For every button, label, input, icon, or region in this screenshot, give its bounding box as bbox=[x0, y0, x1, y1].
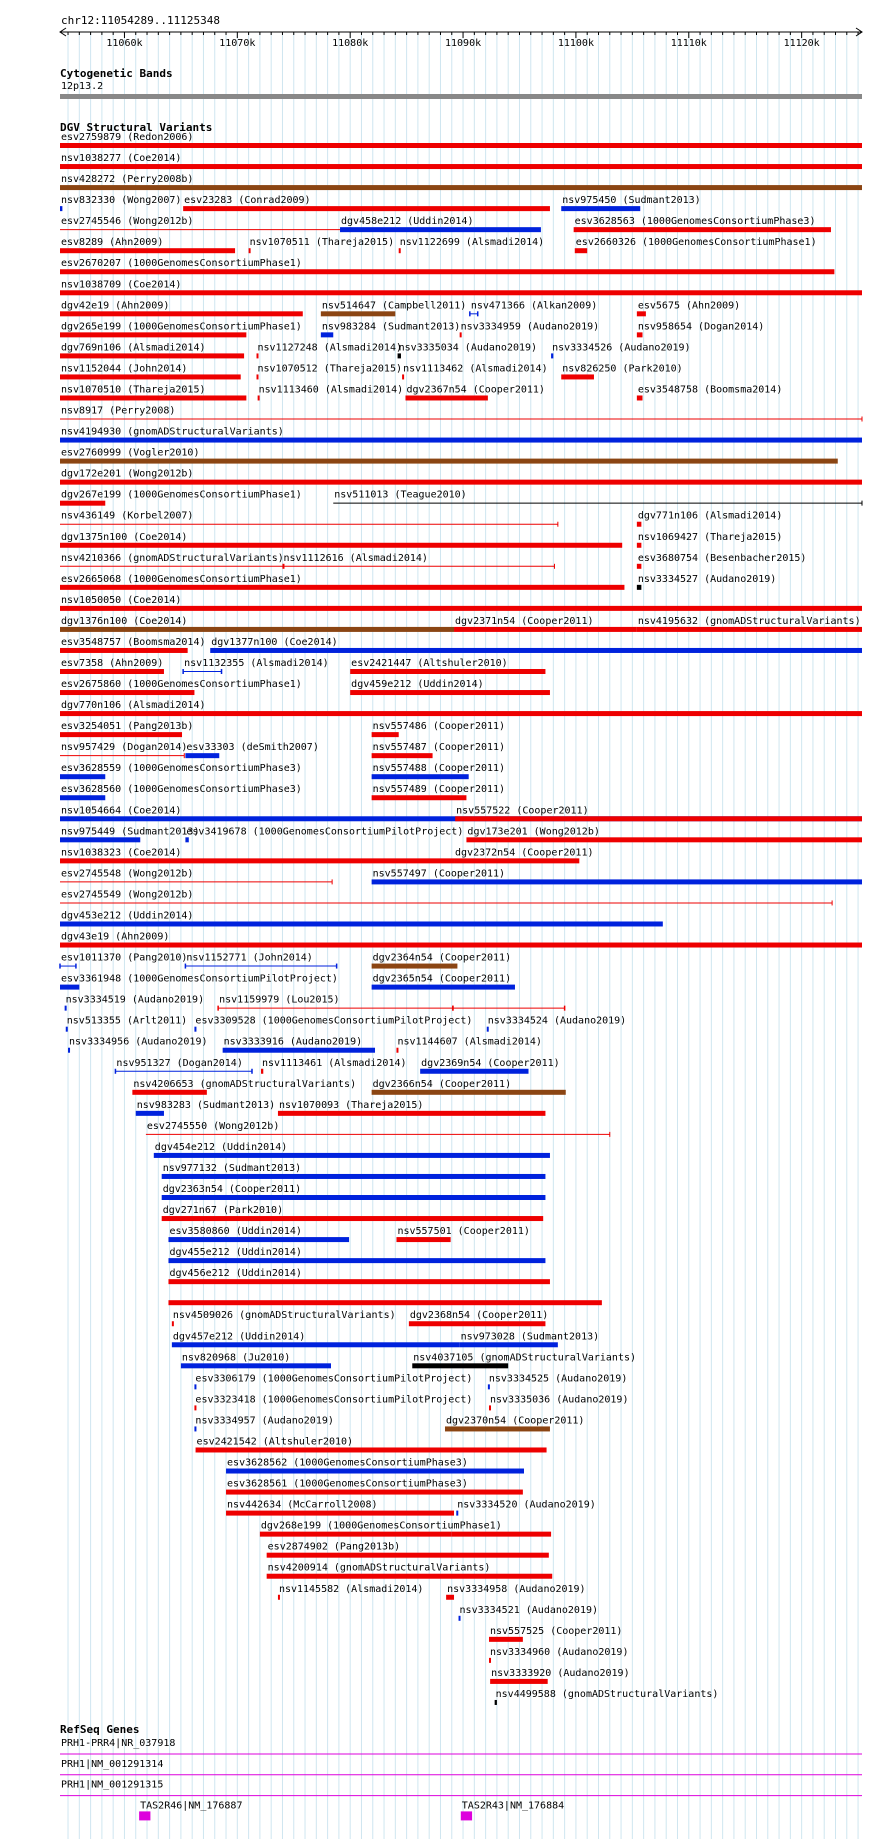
dgv-feature-label: nsv511013 (Teague2010) bbox=[334, 489, 467, 501]
dgv-feature-label: nsv973028 (Sudmant2013) bbox=[460, 1331, 600, 1343]
dgv-feature-bar[interactable] bbox=[194, 1027, 196, 1032]
dgv-feature-bar[interactable] bbox=[267, 1574, 553, 1579]
dgv-feature-label: nsv1069427 (Thareja2015) bbox=[637, 531, 783, 543]
dgv-feature-bar[interactable] bbox=[372, 753, 433, 758]
dgv-feature-bar[interactable] bbox=[396, 1237, 450, 1242]
dgv-feature-bar[interactable] bbox=[488, 1384, 490, 1389]
dgv-feature-bar[interactable] bbox=[60, 543, 622, 548]
dgv-feature-bar[interactable] bbox=[226, 1469, 524, 1474]
dgv-feature-label: nsv1132355 (Alsmadi2014) bbox=[184, 658, 329, 669]
dgv-feature-bar[interactable] bbox=[60, 438, 862, 443]
dgv-feature-label: dgv2367n54 (Cooper2011) bbox=[406, 384, 545, 396]
dgv-feature-label: nsv557489 (Cooper2011) bbox=[372, 784, 506, 796]
dgv-feature-bar[interactable] bbox=[183, 206, 550, 211]
dgv-feature-bar[interactable] bbox=[136, 1111, 164, 1116]
dgv-feature-bar[interactable] bbox=[60, 501, 105, 506]
dgv-feature-bar[interactable] bbox=[60, 732, 182, 737]
refseq-features[interactable] bbox=[60, 1738, 862, 1820]
dgv-feature-bar[interactable] bbox=[168, 1300, 601, 1305]
dgv-feature-bar[interactable] bbox=[226, 1511, 454, 1516]
dgv-feature-label: esv23283 (Conrad2009) bbox=[184, 195, 311, 207]
dgv-feature-bar[interactable] bbox=[466, 837, 862, 842]
dgv-feature-label: nsv1159979 (Lou2015) bbox=[219, 994, 340, 1006]
dgv-feature-bar[interactable] bbox=[172, 1321, 174, 1326]
dgv-feature-bar[interactable] bbox=[60, 985, 79, 990]
dgv-feature-bar[interactable] bbox=[196, 1447, 547, 1452]
dgv-feature-label: nsv3334524 (Audano2019) bbox=[487, 1015, 627, 1027]
dgv-feature-label: nsv436149 (Korbel2007) bbox=[61, 510, 194, 522]
dgv-feature-bar[interactable] bbox=[60, 837, 140, 842]
ruler-tick-label: 11100k bbox=[557, 38, 594, 49]
dgv-feature-bar[interactable] bbox=[194, 1405, 196, 1410]
dgv-feature-bar[interactable] bbox=[372, 985, 515, 990]
dgv-feature-label: nsv4210366 (gnomADStructuralVariants) bbox=[61, 552, 284, 564]
dgv-feature-label: dgv2366n54 (Cooper2011) bbox=[372, 1078, 512, 1090]
dgv-feature-label: nsv1152044 (John2014) bbox=[61, 363, 188, 375]
dgv-feature-label: nsv4195632 (gnomADStructuralVariants) bbox=[637, 615, 861, 627]
cytoband-bar[interactable] bbox=[60, 94, 862, 99]
dgv-feature-label: esv3323418 (1000GenomesConsortiumPilotProject) bbox=[195, 1394, 473, 1406]
dgv-feature-label: dgv2372n54 (Cooper2011) bbox=[455, 847, 594, 859]
dgv-feature-bar[interactable] bbox=[226, 1490, 523, 1495]
dgv-feature-bar[interactable] bbox=[455, 816, 862, 821]
dgv-feature-bar[interactable] bbox=[60, 690, 194, 695]
dgv-feature-bar[interactable] bbox=[350, 690, 550, 695]
dgv-feature-label: nsv3334521 (Audano2019) bbox=[459, 1604, 599, 1616]
dgv-feature-label: dgv458e212 (Uddin2014) bbox=[341, 216, 474, 228]
dgv-feature-bar[interactable] bbox=[194, 1426, 196, 1431]
dgv-feature-bar[interactable] bbox=[637, 543, 642, 548]
dgv-feature-label: nsv1070510 (Thareja2015) bbox=[61, 384, 206, 396]
dgv-feature-bar[interactable] bbox=[60, 374, 241, 379]
dgv-feature-bar[interactable] bbox=[460, 332, 462, 337]
dgv-feature-label: nsv514647 (Campbell2011) bbox=[321, 300, 467, 312]
dgv-feature-label: nsv1113461 (Alsmadi2014) bbox=[262, 1057, 407, 1069]
ruler-tick-label: 11110k bbox=[670, 38, 707, 49]
dgv-feature-label: nsv3335036 (Audano2019) bbox=[490, 1394, 629, 1406]
dgv-feature-bar[interactable] bbox=[257, 374, 259, 379]
dgv-feature-bar[interactable] bbox=[637, 627, 862, 632]
dgv-feature-label: nsv3334957 (Audano2019) bbox=[195, 1415, 334, 1427]
dgv-feature-label: dgv1377n100 (Coe2014) bbox=[211, 636, 338, 648]
dgv-feature-bar[interactable] bbox=[495, 1700, 497, 1705]
dgv-feature-bar[interactable] bbox=[132, 1090, 206, 1095]
dgv-feature-bar[interactable] bbox=[60, 395, 246, 400]
dgv-feature-label: nsv4206653 (gnomADStructuralVariants) bbox=[133, 1078, 357, 1090]
dgv-feature-label: nsv1152771 (John2014) bbox=[186, 952, 313, 964]
dgv-feature-bar[interactable] bbox=[172, 1342, 460, 1347]
dgv-feature-bar[interactable] bbox=[372, 774, 469, 779]
dgv-feature-label: esv3254051 (Pang2013b) bbox=[61, 721, 194, 733]
dgv-feature-label: dgv771n106 (Alsmadi2014) bbox=[637, 510, 783, 522]
dgv-feature-label: nsv513355 (Arlt2011) bbox=[66, 1015, 188, 1027]
dgv-feature-bar[interactable] bbox=[372, 795, 467, 800]
dgv-feature-bar[interactable] bbox=[154, 1153, 550, 1158]
dgv-feature-label: nsv958654 (Dogan2014) bbox=[637, 321, 765, 333]
dgv-feature-bar[interactable] bbox=[396, 1048, 398, 1053]
dgv-feature-label: nsv428272 (Perry2008b) bbox=[61, 174, 194, 186]
dgv-feature-bar[interactable] bbox=[372, 732, 399, 737]
dgv-feature-bar[interactable] bbox=[398, 353, 401, 358]
dgv-feature-label: nsv557488 (Cooper2011) bbox=[372, 763, 506, 775]
dgv-feature-label: nsv4200914 (gnomADStructuralVariants) bbox=[267, 1562, 491, 1574]
dgv-feature-label: nsv3334520 (Audano2019) bbox=[457, 1499, 596, 1511]
dgv-feature-label: nsv3334959 (Audano2019) bbox=[460, 321, 600, 333]
dgv-feature-label: esv8289 (Ahn2009) bbox=[61, 237, 164, 249]
dgv-feature-label: nsv1127248 (Alsmadi2014) bbox=[257, 342, 403, 354]
dgv-feature-label: nsv826250 (Park2010) bbox=[562, 363, 683, 375]
dgv-feature-bar[interactable] bbox=[489, 1637, 523, 1642]
dgv-feature-bar[interactable] bbox=[490, 1679, 548, 1684]
dgv-feature-label: esv3419678 (1000GenomesConsortiumPilotProject) bbox=[186, 826, 464, 838]
ruler-tick-label: 11080k bbox=[332, 38, 369, 49]
dgv-feature-label: dgv2368n54 (Cooper2011) bbox=[409, 1310, 549, 1322]
dgv-feature-label: nsv832330 (Wong2007) bbox=[61, 195, 182, 207]
dgv-feature-bar[interactable] bbox=[372, 879, 862, 884]
dgv-feature-bar[interactable] bbox=[637, 564, 642, 569]
dgv-feature-label: nsv977132 (Sudmant2013) bbox=[162, 1162, 302, 1174]
dgv-feature-bar[interactable] bbox=[60, 164, 862, 169]
dgv-feature-label: esv7358 (Ahn2009) bbox=[61, 658, 164, 669]
dgv-feature-bar[interactable] bbox=[459, 1616, 461, 1621]
dgv-feature-label: nsv1050050 (Coe2014) bbox=[61, 594, 182, 606]
dgv-feature-label: dgv2369n54 (Cooper2011) bbox=[421, 1057, 560, 1069]
dgv-feature-bar[interactable] bbox=[60, 669, 164, 674]
dgv-feature-label: esv3580860 (Uddin2014) bbox=[169, 1226, 302, 1238]
region-label: chr12:11054289..11125348 bbox=[61, 14, 220, 27]
dgv-feature-label: nsv557486 (Cooper2011) bbox=[372, 721, 506, 733]
dgv-feature-label: esv3548758 (Boomsma2014) bbox=[637, 384, 783, 396]
dgv-feature-label: nsv975450 (Sudmant2013) bbox=[562, 195, 701, 207]
dgv-feature-bar[interactable] bbox=[168, 1279, 549, 1284]
refseq-gene-box[interactable] bbox=[461, 1811, 472, 1820]
dgv-feature-label: nsv975449 (Sudmant2013) bbox=[61, 826, 200, 838]
dgv-feature-bar[interactable] bbox=[454, 627, 637, 632]
dgv-feature-label: dgv2363n54 (Cooper2011) bbox=[162, 1184, 302, 1195]
dgv-feature-label: dgv43e19 (Ahn2009) bbox=[61, 931, 170, 943]
dgv-feature-bar[interactable] bbox=[210, 648, 862, 653]
dgv-feature-bar[interactable] bbox=[60, 943, 862, 948]
dgv-feature-bar[interactable] bbox=[60, 248, 235, 253]
dgv-feature-bar[interactable] bbox=[321, 332, 333, 337]
ruler-tick-label: 11090k bbox=[444, 38, 482, 49]
dgv-feature-label: nsv8917 (Perry2008) bbox=[61, 405, 176, 417]
dgv-feature-label: dgv2365n54 (Cooper2011) bbox=[372, 973, 512, 985]
dgv-feature-bar[interactable] bbox=[162, 1195, 546, 1200]
dgv-feature-bar[interactable] bbox=[489, 1405, 491, 1410]
dgv-feature-label: nsv1145582 (Alsmadi2014) bbox=[278, 1583, 424, 1595]
dgv-feature-bar[interactable] bbox=[60, 585, 624, 590]
dgv-feature-label: nsv1113460 (Alsmadi2014) bbox=[258, 384, 404, 396]
dgv-feature-label: nsv1038277 (Coe2014) bbox=[61, 153, 182, 165]
dgv-feature-label: nsv3334526 (Audano2019) bbox=[552, 342, 691, 354]
dgv-feature-label: nsv1144607 (Alsmadi2014) bbox=[397, 1036, 542, 1048]
dgv-feature-label: dgv1376n100 (Coe2014) bbox=[61, 615, 188, 627]
dgv-feature-bar[interactable] bbox=[60, 711, 862, 716]
dgv-feature-bar[interactable] bbox=[185, 753, 219, 758]
dgv-feature-label: nsv3334958 (Audano2019) bbox=[447, 1583, 586, 1595]
dgv-feature-label: esv2745548 (Wong2012b) bbox=[61, 868, 194, 880]
refseq-gene-label: TAS2R43|NM_176884 bbox=[461, 1800, 565, 1812]
dgv-feature-label: esv3680754 (Besenbacher2015) bbox=[637, 552, 807, 564]
dgv-feature-bar[interactable] bbox=[66, 1027, 68, 1032]
dgv-feature-label: dgv173e201 (Wong2012b) bbox=[467, 826, 600, 838]
dgv-feature-label: esv3628561 (1000GenomesConsortiumPhase3) bbox=[227, 1478, 468, 1490]
dgv-feature-label: esv2745546 (Wong2012b) bbox=[61, 216, 194, 228]
refseq-gene-label: PRH1|NM_001291315 bbox=[61, 1779, 164, 1791]
dgv-feature-label: dgv455e212 (Uddin2014) bbox=[169, 1247, 302, 1259]
dgv-feature-bar[interactable] bbox=[561, 206, 640, 211]
dgv-feature-bar[interactable] bbox=[637, 332, 643, 337]
dgv-feature-label: nsv1038323 (Coe2014) bbox=[61, 847, 182, 859]
dgv-feature-bar[interactable] bbox=[399, 248, 401, 253]
dgv-feature-label: nsv557522 (Cooper2011) bbox=[456, 805, 589, 817]
dgv-feature-label: esv33303 (deSmith2007) bbox=[186, 742, 319, 754]
dgv-feature-label: nsv4499588 (gnomADStructuralVariants) bbox=[495, 1688, 719, 1700]
dgv-feature-label: nsv3333916 (Audano2019) bbox=[223, 1036, 363, 1048]
dgv-feature-bar[interactable] bbox=[445, 1426, 550, 1431]
dgv-feature-label: nsv3334956 (Audano2019) bbox=[69, 1036, 208, 1048]
dgv-feature-label: dgv1375n100 (Coe2014) bbox=[61, 531, 188, 543]
dgv-feature-bar[interactable] bbox=[372, 1090, 566, 1095]
dgv-feature-label: nsv4037105 (gnomADStructuralVariants) bbox=[413, 1352, 637, 1364]
dgv-feature-label: dgv265e199 (1000GenomesConsortiumPhase1) bbox=[61, 321, 302, 333]
dgv-feature-label: dgv2371n54 (Cooper2011) bbox=[455, 615, 594, 627]
dgv-feature-bar[interactable] bbox=[487, 1027, 489, 1032]
dgv-feature-bar[interactable] bbox=[420, 1069, 528, 1074]
dgv-feature-label: nsv1113462 (Alsmadi2014) bbox=[403, 363, 548, 375]
dgv-feature-bar[interactable] bbox=[321, 311, 395, 316]
dgv-feature-label: nsv951327 (Dogan2014) bbox=[116, 1057, 243, 1069]
ruler[interactable] bbox=[60, 28, 862, 49]
dgv-feature-label: nsv557497 (Cooper2011) bbox=[372, 868, 506, 880]
dgv-feature-label: dgv769n106 (Alsmadi2014) bbox=[61, 342, 206, 354]
dgv-feature-bar[interactable] bbox=[446, 1595, 454, 1600]
dgv-feature-bar[interactable] bbox=[60, 459, 838, 464]
dgv-feature-label: nsv1054664 (Coe2014) bbox=[61, 805, 182, 817]
dgv-feature-label: nsv820968 (Ju2010) bbox=[181, 1352, 291, 1364]
dgv-feature-bar[interactable] bbox=[456, 1511, 458, 1516]
refseq-gene-box[interactable] bbox=[139, 1811, 150, 1820]
dgv-feature-label: nsv1070093 (Thareja2015) bbox=[278, 1099, 424, 1111]
dgv-feature-label: esv2660326 (1000GenomesConsortiumPhase1) bbox=[575, 237, 817, 249]
refseq-gene-label: PRH1-PRR4|NR_037918 bbox=[61, 1738, 176, 1749]
dgv-feature-bar[interactable] bbox=[60, 921, 663, 926]
refseq-track-title: RefSeq Genes bbox=[60, 1723, 140, 1736]
dgv-feature-bar[interactable] bbox=[261, 1069, 263, 1074]
dgv-feature-label: esv3309528 (1000GenomesConsortiumPilotProject) bbox=[195, 1015, 473, 1027]
dgv-feature-label: esv2670207 (1000GenomesConsortiumPhase1) bbox=[61, 258, 302, 270]
dgv-feature-bar[interactable] bbox=[372, 964, 458, 969]
dgv-feature-label: dgv271n67 (Park2010) bbox=[162, 1205, 284, 1217]
dgv-feature-label: dgv770n106 (Alsmadi2014) bbox=[61, 700, 206, 712]
dgv-feature-label: dgv267e199 (1000GenomesConsortiumPhase1) bbox=[61, 489, 302, 501]
dgv-feature-label: nsv3333920 (Audano2019) bbox=[491, 1667, 630, 1679]
dgv-feature-bar[interactable] bbox=[278, 1111, 545, 1116]
dgv-feature-label: nsv4194930 (gnomADStructuralVariants) bbox=[61, 426, 284, 438]
dgv-feature-bar[interactable] bbox=[68, 1048, 70, 1053]
dgv-feature-label: esv2421542 (Altshuler2010) bbox=[196, 1436, 354, 1448]
dgv-feature-label: nsv3334525 (Audano2019) bbox=[488, 1373, 628, 1385]
dgv-feature-label: esv2759879 (Redon2006) bbox=[61, 132, 194, 143]
cytoband-label: 12p13.2 bbox=[61, 81, 104, 92]
dgv-feature-bar[interactable] bbox=[340, 227, 541, 232]
dgv-feature-label: esv2760999 (Vogler2010) bbox=[61, 447, 200, 459]
dgv-feature-label: dgv456e212 (Uddin2014) bbox=[169, 1268, 302, 1280]
dgv-feature-bar[interactable] bbox=[637, 311, 646, 316]
dgv-feature-label: nsv557487 (Cooper2011) bbox=[372, 742, 506, 754]
dgv-feature-label: esv2421447 (Altshuler2010) bbox=[351, 658, 508, 669]
dgv-feature-bar[interactable] bbox=[489, 1658, 491, 1663]
dgv-feature-bar[interactable] bbox=[282, 564, 284, 569]
dgv-feature-bar[interactable] bbox=[409, 1321, 546, 1326]
dgv-feature-bar[interactable] bbox=[60, 269, 834, 274]
dgv-feature-bar[interactable] bbox=[60, 627, 454, 632]
dgv-feature-label: nsv957429 (Dogan2014) bbox=[61, 742, 188, 754]
dgv-feature-label: esv2665068 (1000GenomesConsortiumPhase1) bbox=[61, 573, 302, 585]
dgv-feature-bar[interactable] bbox=[460, 1342, 558, 1347]
refseq-gene-label: PRH1|NM_001291314 bbox=[61, 1758, 164, 1770]
cytoband-track-title: Cytogenetic Bands bbox=[60, 67, 173, 80]
dgv-feature-label: dgv268e199 (1000GenomesConsortiumPhase1) bbox=[260, 1520, 502, 1532]
dgv-feature-bar[interactable] bbox=[162, 1174, 546, 1179]
dgv-feature-bar[interactable] bbox=[412, 1363, 508, 1368]
dgv-feature-label: esv1011370 (Pang2010) bbox=[61, 952, 188, 964]
dgv-feature-label: nsv983284 (Sudmant2013) bbox=[321, 321, 461, 333]
dgv-feature-bar[interactable] bbox=[267, 1553, 549, 1558]
dgv-feature-label: esv5675 (Ahn2009) bbox=[637, 300, 741, 312]
dgv-feature-bar[interactable] bbox=[168, 1258, 545, 1263]
dgv-feature-bar[interactable] bbox=[60, 290, 862, 295]
dgv-feature-bar[interactable] bbox=[452, 1532, 551, 1537]
dgv-feature-bar[interactable] bbox=[181, 1363, 331, 1368]
dgv-feature-label: dgv457e212 (Uddin2014) bbox=[172, 1331, 306, 1343]
dgv-feature-bar[interactable] bbox=[185, 837, 188, 842]
dgv-feature-bar[interactable] bbox=[194, 1384, 196, 1389]
dgv-feature-label: esv2745550 (Wong2012b) bbox=[146, 1120, 280, 1132]
dgv-feature-bar[interactable] bbox=[60, 795, 105, 800]
dgv-feature-label: dgv2370n54 (Cooper2011) bbox=[445, 1415, 585, 1427]
dgv-feature-label: nsv557501 (Cooper2011) bbox=[397, 1226, 530, 1238]
dgv-feature-bar[interactable] bbox=[561, 374, 594, 379]
dgv-feature-label: nsv471366 (Alkan2009) bbox=[470, 300, 598, 312]
dgv-feature-bar[interactable] bbox=[637, 395, 643, 400]
dgv-features[interactable] bbox=[60, 132, 862, 1705]
refseq-gene-label: TAS2R46|NM_176887 bbox=[140, 1800, 243, 1812]
dgv-feature-label: nsv4509026 (gnomADStructuralVariants) bbox=[172, 1310, 396, 1322]
dgv-feature-label: dgv454e212 (Uddin2014) bbox=[154, 1141, 288, 1153]
dgv-feature-label: nsv1070512 (Thareja2015) bbox=[257, 363, 403, 375]
dgv-feature-bar[interactable] bbox=[60, 185, 862, 190]
dgv-feature-bar[interactable] bbox=[405, 395, 487, 400]
dgv-feature-bar[interactable] bbox=[258, 395, 260, 400]
dgv-feature-label: esv3306179 (1000GenomesConsortiumPilotProject) bbox=[195, 1373, 473, 1385]
dgv-feature-label: nsv3335034 (Audano2019) bbox=[398, 342, 538, 354]
dgv-feature-bar[interactable] bbox=[574, 227, 831, 232]
dgv-feature-bar[interactable] bbox=[168, 1237, 349, 1242]
dgv-track-title: DGV Structural Variants bbox=[60, 121, 213, 134]
ruler-tick-label: 11120k bbox=[783, 38, 820, 49]
dgv-feature-label: nsv1122699 (Alsmadi2014) bbox=[399, 237, 545, 249]
dgv-feature-bar[interactable] bbox=[257, 353, 259, 358]
ruler-tick-label: 11070k bbox=[219, 38, 256, 49]
dgv-feature-bar[interactable] bbox=[60, 648, 188, 653]
dgv-feature-label: esv3628563 (1000GenomesConsortiumPhase3) bbox=[574, 216, 816, 228]
dgv-feature-bar[interactable] bbox=[637, 522, 642, 527]
dgv-feature-bar[interactable] bbox=[60, 606, 862, 611]
dgv-feature-label: dgv2364n54 (Cooper2011) bbox=[372, 952, 512, 964]
dgv-feature-bar[interactable] bbox=[454, 858, 579, 863]
dgv-feature-bar[interactable] bbox=[551, 353, 553, 358]
dgv-feature-label: nsv983283 (Sudmant2013) bbox=[136, 1099, 276, 1111]
dgv-feature-label: esv2745549 (Wong2012b) bbox=[61, 889, 194, 901]
dgv-feature-bar[interactable] bbox=[60, 206, 62, 211]
dgv-feature-bar[interactable] bbox=[575, 248, 587, 253]
dgv-feature-label: nsv3334527 (Audano2019) bbox=[637, 573, 777, 585]
dgv-feature-bar[interactable] bbox=[402, 374, 404, 379]
dgv-feature-bar[interactable] bbox=[637, 585, 642, 590]
dgv-feature-label: esv2874902 (Pang2013b) bbox=[267, 1541, 401, 1553]
dgv-feature-label: nsv3334519 (Audano2019) bbox=[65, 994, 205, 1006]
dgv-feature-label: nsv3334960 (Audano2019) bbox=[490, 1646, 629, 1658]
dgv-feature-label: esv3361948 (1000GenomesConsortiumPilotProject) bbox=[61, 973, 338, 985]
dgv-feature-bar[interactable] bbox=[278, 1595, 280, 1600]
dgv-feature-label: nsv557525 (Cooper2011) bbox=[490, 1625, 623, 1637]
dgv-feature-label: dgv459e212 (Uddin2014) bbox=[351, 679, 484, 691]
dgv-feature-label: nsv1070511 (Thareja2015) bbox=[249, 237, 395, 249]
dgv-feature-bar[interactable] bbox=[60, 858, 454, 863]
dgv-feature-bar[interactable] bbox=[60, 480, 862, 485]
dgv-feature-bar[interactable] bbox=[162, 1216, 543, 1221]
dgv-feature-label: esv3628562 (1000GenomesConsortiumPhase3) bbox=[227, 1457, 468, 1469]
dgv-feature-label: dgv172e201 (Wong2012b) bbox=[61, 468, 194, 480]
dgv-feature-label: esv3548757 (Boomsma2014) bbox=[61, 636, 206, 648]
dgv-feature-bar[interactable] bbox=[60, 311, 303, 316]
dgv-feature-bar[interactable] bbox=[60, 353, 244, 358]
dgv-feature-bar[interactable] bbox=[60, 774, 105, 779]
dgv-feature-label: dgv42e19 (Ahn2009) bbox=[61, 300, 170, 312]
dgv-feature-label: dgv453e212 (Uddin2014) bbox=[61, 910, 194, 922]
dgv-feature-label: nsv1038709 (Coe2014) bbox=[61, 279, 182, 291]
dgv-feature-label: esv3628559 (1000GenomesConsortiumPhase3) bbox=[61, 763, 302, 775]
dgv-feature-bar[interactable] bbox=[223, 1048, 375, 1053]
dgv-feature-bar[interactable] bbox=[65, 1006, 67, 1011]
dgv-feature-label: nsv442634 (McCarroll2008) bbox=[227, 1499, 378, 1511]
dgv-feature-label: esv2675860 (1000GenomesConsortiumPhase1) bbox=[61, 679, 302, 691]
dgv-feature-label: esv3628560 (1000GenomesConsortiumPhase3) bbox=[61, 784, 302, 796]
dgv-feature-bar[interactable] bbox=[350, 669, 545, 674]
dgv-feature-bar[interactable] bbox=[249, 248, 251, 253]
dgv-feature-bar[interactable] bbox=[60, 332, 246, 337]
dgv-feature-bar[interactable] bbox=[60, 143, 862, 148]
dgv-feature-bar[interactable] bbox=[260, 1532, 452, 1537]
dgv-feature-label: nsv1112616 (Alsmadi2014) bbox=[283, 552, 428, 564]
ruler-tick-label: 11060k bbox=[106, 38, 143, 49]
